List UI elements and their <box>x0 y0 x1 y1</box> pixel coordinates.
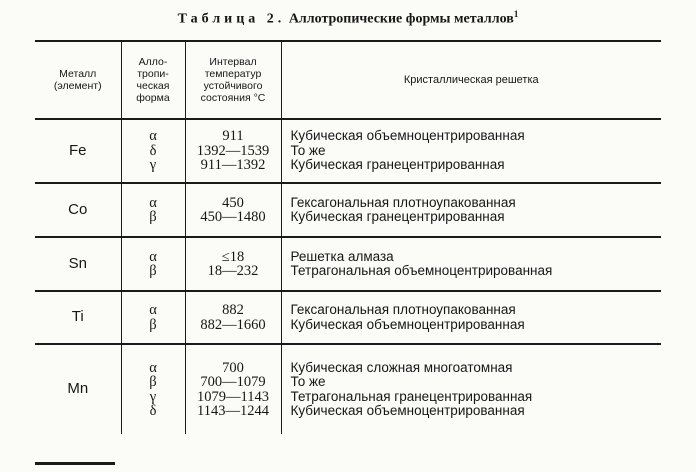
lattice-value: Кубическая объемноцентрированная <box>290 316 525 332</box>
temp-value: 18—232 <box>207 263 259 279</box>
form-value: β <box>149 263 157 279</box>
form-value: β <box>149 316 157 333</box>
lattice-cell <box>281 237 661 291</box>
lattice-value: Кубическая объемноцентрированная <box>290 128 525 144</box>
table-header <box>35 41 661 119</box>
metal-cell: Ti <box>35 291 121 344</box>
header-temp: Интервал температур устойчивого состояния °С <box>185 41 281 119</box>
caption-title: Аллотропические формы металлов <box>288 11 514 27</box>
group-ti <box>35 291 661 344</box>
form-cell <box>121 237 185 291</box>
table-caption <box>0 9 696 28</box>
temp-value: 911 <box>222 128 244 145</box>
group-fe <box>35 119 661 183</box>
lattice-cell <box>281 183 661 237</box>
group-mn <box>35 344 661 434</box>
form-value: α <box>149 359 157 376</box>
caption-footnote-mark: 1 <box>513 9 519 19</box>
lattice-value: Тетрагональная гранецентрированная <box>290 388 533 404</box>
temp-value: 450—1480 <box>200 209 266 225</box>
temp-value: 700—1079 <box>200 374 266 390</box>
form-value: α <box>149 248 157 265</box>
table-row <box>35 291 661 344</box>
lattice-value: То же <box>290 374 326 389</box>
form-cell <box>121 119 185 183</box>
form-value: α <box>149 194 157 211</box>
lattice-value: Решетка алмаза <box>290 248 394 264</box>
header-lattice: Кристаллическая решетка <box>281 41 661 119</box>
lattice-value: Кубическая гранецентрированная <box>290 157 505 173</box>
metal-cell: Mn <box>67 380 89 398</box>
metal-cell: Fe <box>35 119 121 183</box>
lattice-value: Гексагональная плотноупакованная <box>290 194 516 210</box>
header-row <box>35 41 661 119</box>
caption-lead: Таблица 2. <box>177 11 286 27</box>
form-cell <box>121 344 185 434</box>
temp-value: 1392—1539 <box>196 142 270 159</box>
lattice-cell <box>281 344 661 434</box>
lattice-value: То же <box>290 142 326 158</box>
form-value: α <box>149 128 157 145</box>
table-row <box>35 183 661 237</box>
lattice-cell <box>281 119 661 183</box>
table-row <box>35 237 661 291</box>
temp-value: ≤18 <box>221 248 245 265</box>
metal-cell: Co <box>35 183 121 237</box>
lattice-value: Кубическая гранецентрированная <box>290 209 505 224</box>
form-value: δ <box>149 403 157 419</box>
footnote-rule <box>35 462 115 465</box>
group-co <box>35 183 661 237</box>
table-row <box>35 344 661 434</box>
header-metal: Металл (элемент) <box>35 41 121 119</box>
temp-value: 1143—1244 <box>197 403 269 419</box>
temp-cell <box>185 119 281 183</box>
temp-cell <box>185 291 281 344</box>
form-value: β <box>149 374 157 390</box>
lattice-value: Кубическая объемноцентрированная <box>290 403 525 418</box>
form-value: δ <box>149 142 157 159</box>
lattice-value: Тетрагональная объемноцентрированная <box>290 263 553 278</box>
metal-cell: Sn <box>35 237 121 291</box>
lattice-value: Кубическая сложная многоатомная <box>290 359 513 375</box>
lattice-value: Гексагональная плотноупакованная <box>290 302 516 317</box>
header-form: Алло-тропи-ческая форма <box>121 41 185 119</box>
temp-cell <box>185 183 281 237</box>
temp-value: 450 <box>222 194 244 211</box>
temp-value: 882—1660 <box>200 316 266 333</box>
temp-value: 911—1392 <box>200 157 266 174</box>
form-value: β <box>149 209 157 225</box>
form-value: γ <box>149 157 157 174</box>
temp-value: 700 <box>222 359 244 376</box>
temp-cell <box>185 237 281 291</box>
form-cell <box>121 291 185 344</box>
table-row <box>35 119 661 183</box>
form-cell <box>121 183 185 237</box>
form-value: α <box>149 302 157 318</box>
allotropes-table <box>35 40 661 434</box>
lattice-cell <box>281 291 661 344</box>
temp-value: 1079—1143 <box>197 388 269 405</box>
group-sn <box>35 237 661 291</box>
form-value: γ <box>149 388 157 405</box>
temp-cell <box>185 344 281 434</box>
temp-value: 882 <box>222 302 244 318</box>
